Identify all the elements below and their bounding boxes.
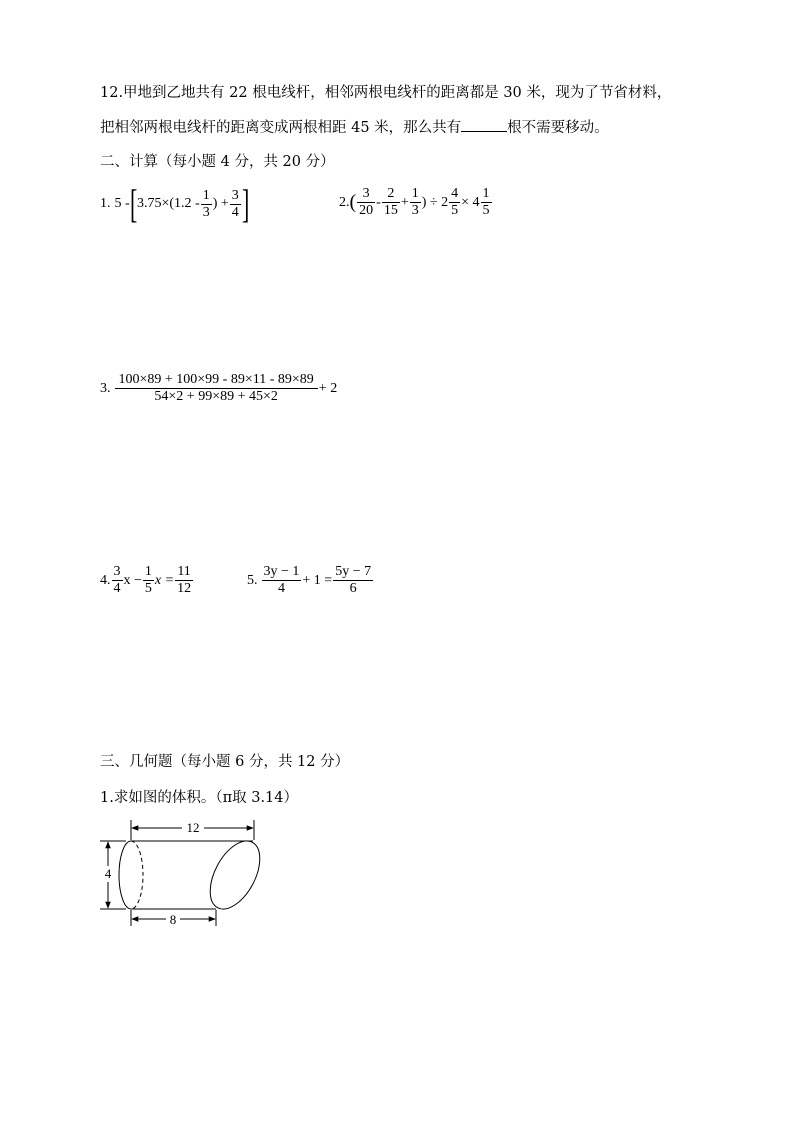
q12-line2	[100, 117, 609, 138]
fraction-1-3: $\frac{1}{3}$	[411, 186, 419, 218]
problem-2-op2: +	[400, 194, 409, 210]
slanted-cut-ellipse	[200, 833, 270, 917]
bottom-dimension-label: 8	[169, 912, 177, 927]
problem-3-denominator: 54×2 + 99×89 + 45×2	[154, 389, 278, 404]
cylinder-figure	[96, 816, 276, 928]
fraction-2-15: $\frac{2}{15}$	[383, 186, 398, 218]
fraction-5y-7-over-6: $\frac{5y - 7}{6}$	[335, 564, 372, 596]
q12-line2-text-a: 把相邻两根电线杆的距离变成两根相距 45 米，那么共有	[100, 120, 462, 136]
problem-4-label: 4.	[100, 572, 111, 588]
answer-blank	[461, 117, 507, 132]
problem-4-t1: x −	[123, 572, 142, 588]
problem-1-inner-a: 3.75×(1.2 -	[137, 196, 200, 211]
fraction-1-5: $\frac{1}{5}$	[144, 564, 152, 596]
q12-line1: 12.甲地到乙地共有 22 根电线杆，相邻两根电线杆的距离都是 30 米，现为了节省材料，	[100, 85, 672, 101]
problem-2-label: 2.	[339, 194, 350, 210]
problem-3-fraction	[115, 372, 318, 405]
problem-4-t2: x =	[154, 572, 175, 588]
problem-1-label: 1.	[100, 196, 111, 211]
fraction-1-5: $\frac{1}{5}$	[482, 186, 490, 218]
left-bracket: [	[129, 181, 138, 226]
top-dimension-label: 12	[186, 820, 200, 835]
fraction-4-5: $\frac{4}{5}$	[451, 186, 459, 218]
problem-2	[339, 186, 493, 219]
section3-q1: 1.求如图的体积。（π取 3.14）	[100, 790, 299, 806]
problem-1-inner-b: ) +	[212, 196, 229, 211]
left-dimension-label: 4	[104, 866, 112, 881]
section3-heading: 三、几何题（每小题 6 分，共 12 分）	[100, 754, 350, 770]
left-end-hidden-edge	[131, 841, 143, 909]
problem-2-open: (	[349, 191, 357, 213]
problem-3-tail: + 2	[318, 380, 338, 396]
fraction-3-4: $\frac{3}{4}$	[113, 564, 121, 596]
problem-2-op3: × 4	[461, 194, 480, 210]
problem-2-op1: -	[376, 194, 381, 210]
section2-heading: 二、计算（每小题 4 分，共 20 分）	[100, 154, 335, 170]
right-bracket: ]	[241, 181, 250, 226]
problem-2-close: ) ÷ 2	[421, 194, 449, 210]
fraction-11-12: $\frac{11}{12}$	[177, 564, 192, 596]
fraction-3-4: $\frac{3}{4}$	[231, 187, 239, 220]
problem-3-numerator: 100×89 + 100×99 - 89×11 - 89×89	[115, 372, 318, 389]
problem-1-lead: 5 -	[114, 196, 130, 211]
fraction-1-3: $\frac{1}{3}$	[202, 187, 210, 220]
left-end-mask	[131, 841, 143, 909]
problem-3	[100, 372, 337, 405]
problem-1	[100, 181, 250, 226]
problem-5	[247, 564, 374, 597]
fraction-3-20: $\frac{3}{20}$	[359, 186, 374, 218]
problem-5-label: 5.	[247, 572, 258, 588]
q12-line2-text-b: 根不需要移动。	[507, 120, 609, 136]
fraction-3y-1-over-4: $\frac{3y - 1}{4}$	[263, 564, 300, 596]
problem-4	[100, 564, 194, 597]
problem-5-t1: + 1 =	[302, 572, 333, 588]
problem-3-label: 3.	[100, 380, 111, 396]
